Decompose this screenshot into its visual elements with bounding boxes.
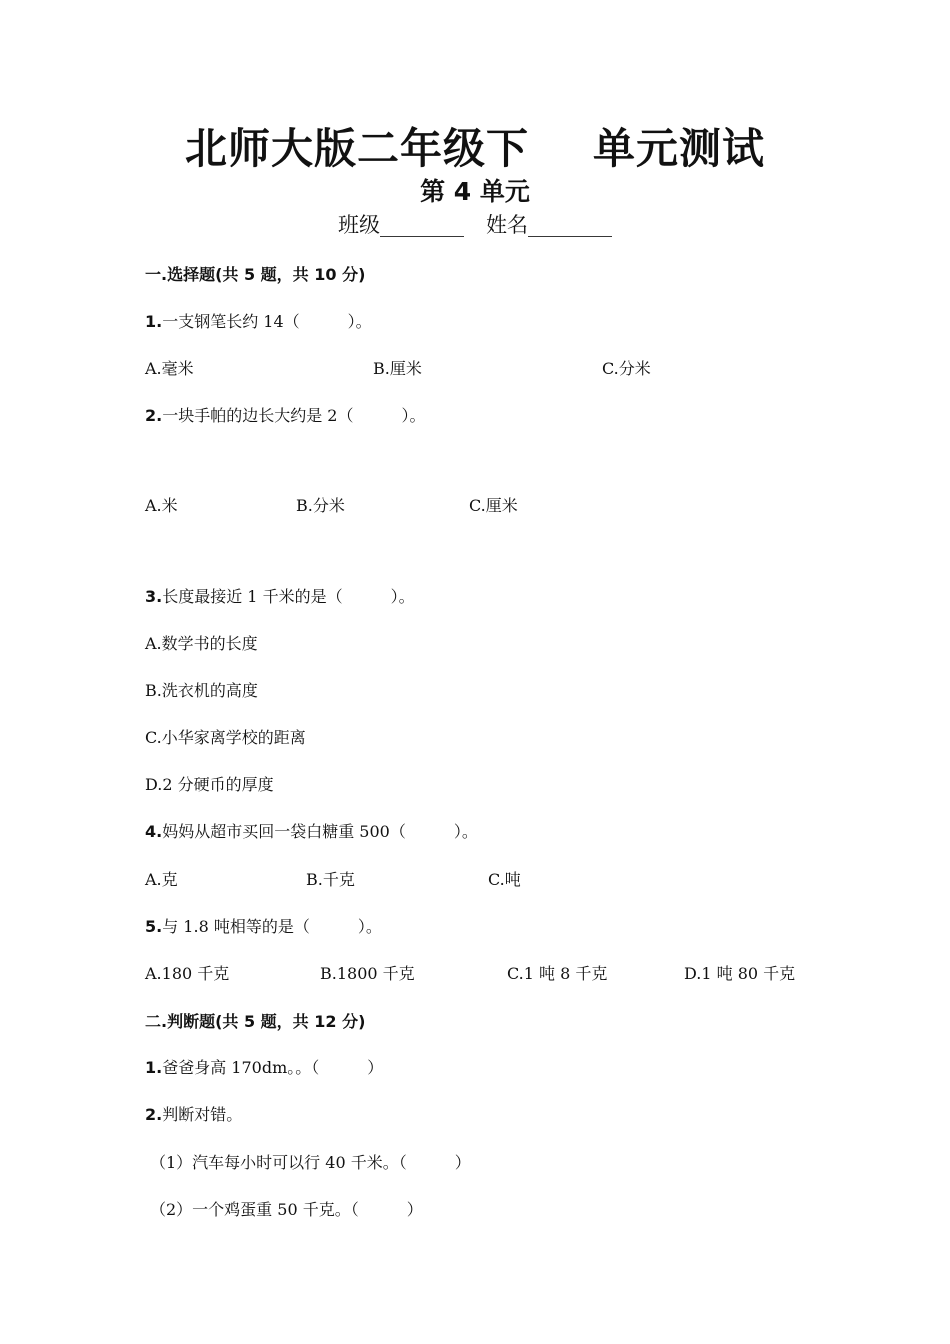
option: B.分米 xyxy=(296,496,345,515)
page-title xyxy=(0,116,950,176)
question-text: 长度最接近 1 千米的是（ ）。 xyxy=(162,587,415,606)
question-3 xyxy=(145,584,415,607)
option: C.吨 xyxy=(488,870,521,889)
option: A.数学书的长度 xyxy=(145,634,258,653)
question-2 xyxy=(145,403,426,426)
option: D.2 分硬币的厚度 xyxy=(145,775,274,794)
question-number: 1. xyxy=(145,1058,163,1077)
option: B.千克 xyxy=(306,870,355,889)
question-number: 1. xyxy=(145,312,163,331)
student-info-line xyxy=(0,209,950,239)
question-number: 3. xyxy=(145,587,163,606)
question-text: 与 1.8 吨相等的是（ ）。 xyxy=(162,917,382,936)
judgement-question-2 xyxy=(145,1102,242,1125)
option: A.米 xyxy=(145,496,178,515)
question-number: 2. xyxy=(145,406,163,425)
page-subtitle: 第 4 单元 xyxy=(420,177,530,206)
question-text: 判断对错。 xyxy=(162,1105,243,1124)
option: C.分米 xyxy=(602,359,651,378)
question-text: 一支钢笔长约 14（ ）。 xyxy=(162,312,372,331)
question-text: 爸爸身高 170dm。。（ ） xyxy=(162,1058,384,1077)
name-field: 姓名________ xyxy=(486,213,612,237)
question-text: 一块手帕的边长大约是 2（ ）。 xyxy=(162,406,426,425)
option: B.厘米 xyxy=(373,359,422,378)
question-4 xyxy=(145,819,478,842)
question-number: 2. xyxy=(145,1105,163,1124)
judgement-subitem: （2）一个鸡蛋重 50 千克。（ ） xyxy=(150,1200,423,1219)
question-5 xyxy=(145,914,382,937)
option: B.洗衣机的高度 xyxy=(145,681,258,700)
class-field: 班级________ xyxy=(338,213,464,237)
question-number: 5. xyxy=(145,917,163,936)
option: C.厘米 xyxy=(469,496,518,515)
section-heading-choice: 一.选择题(共 5 题，共 10 分) xyxy=(145,265,366,284)
title-part1: 北师大版二年级下 xyxy=(184,124,529,173)
option: C.小华家离学校的距离 xyxy=(145,728,306,747)
section-heading-judgement: 二.判断题(共 5 题，共 12 分) xyxy=(145,1012,366,1031)
question-1 xyxy=(145,309,372,332)
judgement-subitem: （1）汽车每小时可以行 40 千米。（ ） xyxy=(150,1153,471,1172)
option: C.1 吨 8 千克 xyxy=(507,964,608,983)
option: B.1800 千克 xyxy=(320,964,415,983)
judgement-question-1 xyxy=(145,1055,383,1078)
option: A.180 千克 xyxy=(145,964,230,983)
option: D.1 吨 80 千克 xyxy=(684,964,796,983)
question-text: 妈妈从超市买回一袋白糖重 500（ ）。 xyxy=(162,822,478,841)
option: A.克 xyxy=(145,870,178,889)
question-number: 4. xyxy=(145,822,163,841)
option: A.毫米 xyxy=(145,359,194,378)
title-part2: 单元测试 xyxy=(593,124,766,173)
